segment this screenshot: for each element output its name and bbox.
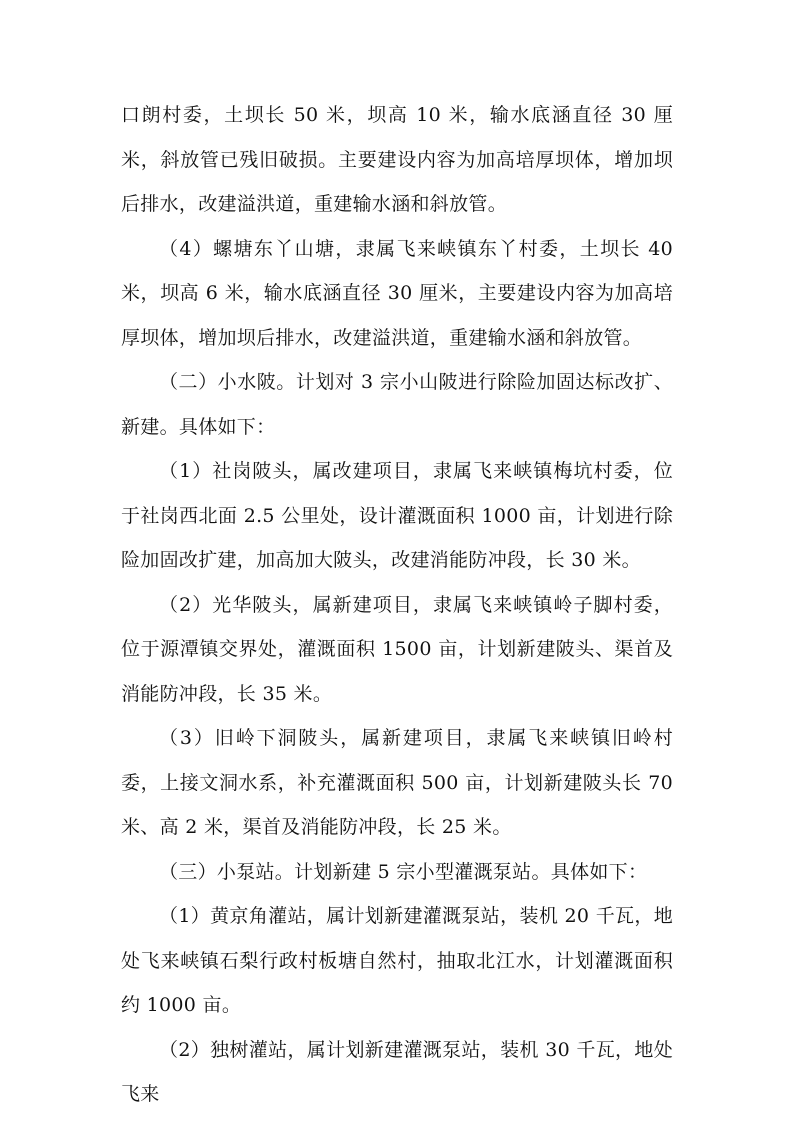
- paragraph-jiuling-xiadong-weir: （3）旧岭下洞陂头，属新建项目，隶属飞来峡镇旧岭村委，上接文洞水系，补充灌溉面积 500 亩，计划新建陂头长 70 米、高 2 米，渠首及消能防冲段，长 25 米。: [121, 727, 673, 838]
- section-heading-small-pump-stations: （三）小泵站。计划新建 5 宗小型灌溉泵站。具体如下：: [159, 860, 648, 883]
- section-heading-small-weirs: （二）小水陂。计划对 3 宗小山陂进行除险加固达标改扩、新建。具体如下：: [121, 371, 673, 438]
- paragraph-shegang-weir: （1）社岗陂头，属改建项目，隶属飞来峡镇梅坑村委，位于社岗西北面 2.5 公里处，设计灌溉面积 1000 亩，计划进行除险加固改扩建，加高加大陂头，改建消能防冲段，长 30 米。: [121, 460, 673, 571]
- paragraph-dushu-pump-station: （2）独树灌站，属计划新建灌溉泵站，装机 30 千瓦，地处飞来: [121, 1038, 673, 1105]
- paragraph-guanghua-weir: （2）光华陂头，属新建项目，隶属飞来峡镇岭子脚村委，位于源潭镇交界处，灌溉面积 1500 亩，计划新建陂头、渠首及消能防冲段，长 35 米。: [121, 593, 673, 705]
- paragraph-huangjingjiao-pump-station: （1）黄京角灌站，属计划新建灌溉泵站，装机 20 千瓦，地处飞来峡镇石梨行政村板塘自然村，抽取北江水，计划灌溉面积约 1000 亩。: [121, 905, 673, 1016]
- paragraph-luotang-dongya-pond: （4）螺塘东丫山塘，隶属飞来峡镇东丫村委，土坝长 40 米，坝高 6 米，输水底涵直径 30 厘米，主要建设内容为加高培厚坝体，增加坝后排水，改建溢洪道，重建输水涵和斜放管。: [121, 237, 673, 349]
- paragraph-continued-project-description: 口朗村委，土坝长 50 米，坝高 10 米，输水底涵直径 30 厘米，斜放管已残旧破损。主要建设内容为加高培厚坝体，增加坝后排水，改建溢洪道，重建输水涵和斜放管。: [121, 104, 673, 215]
- document-body: [121, 93, 673, 1117]
